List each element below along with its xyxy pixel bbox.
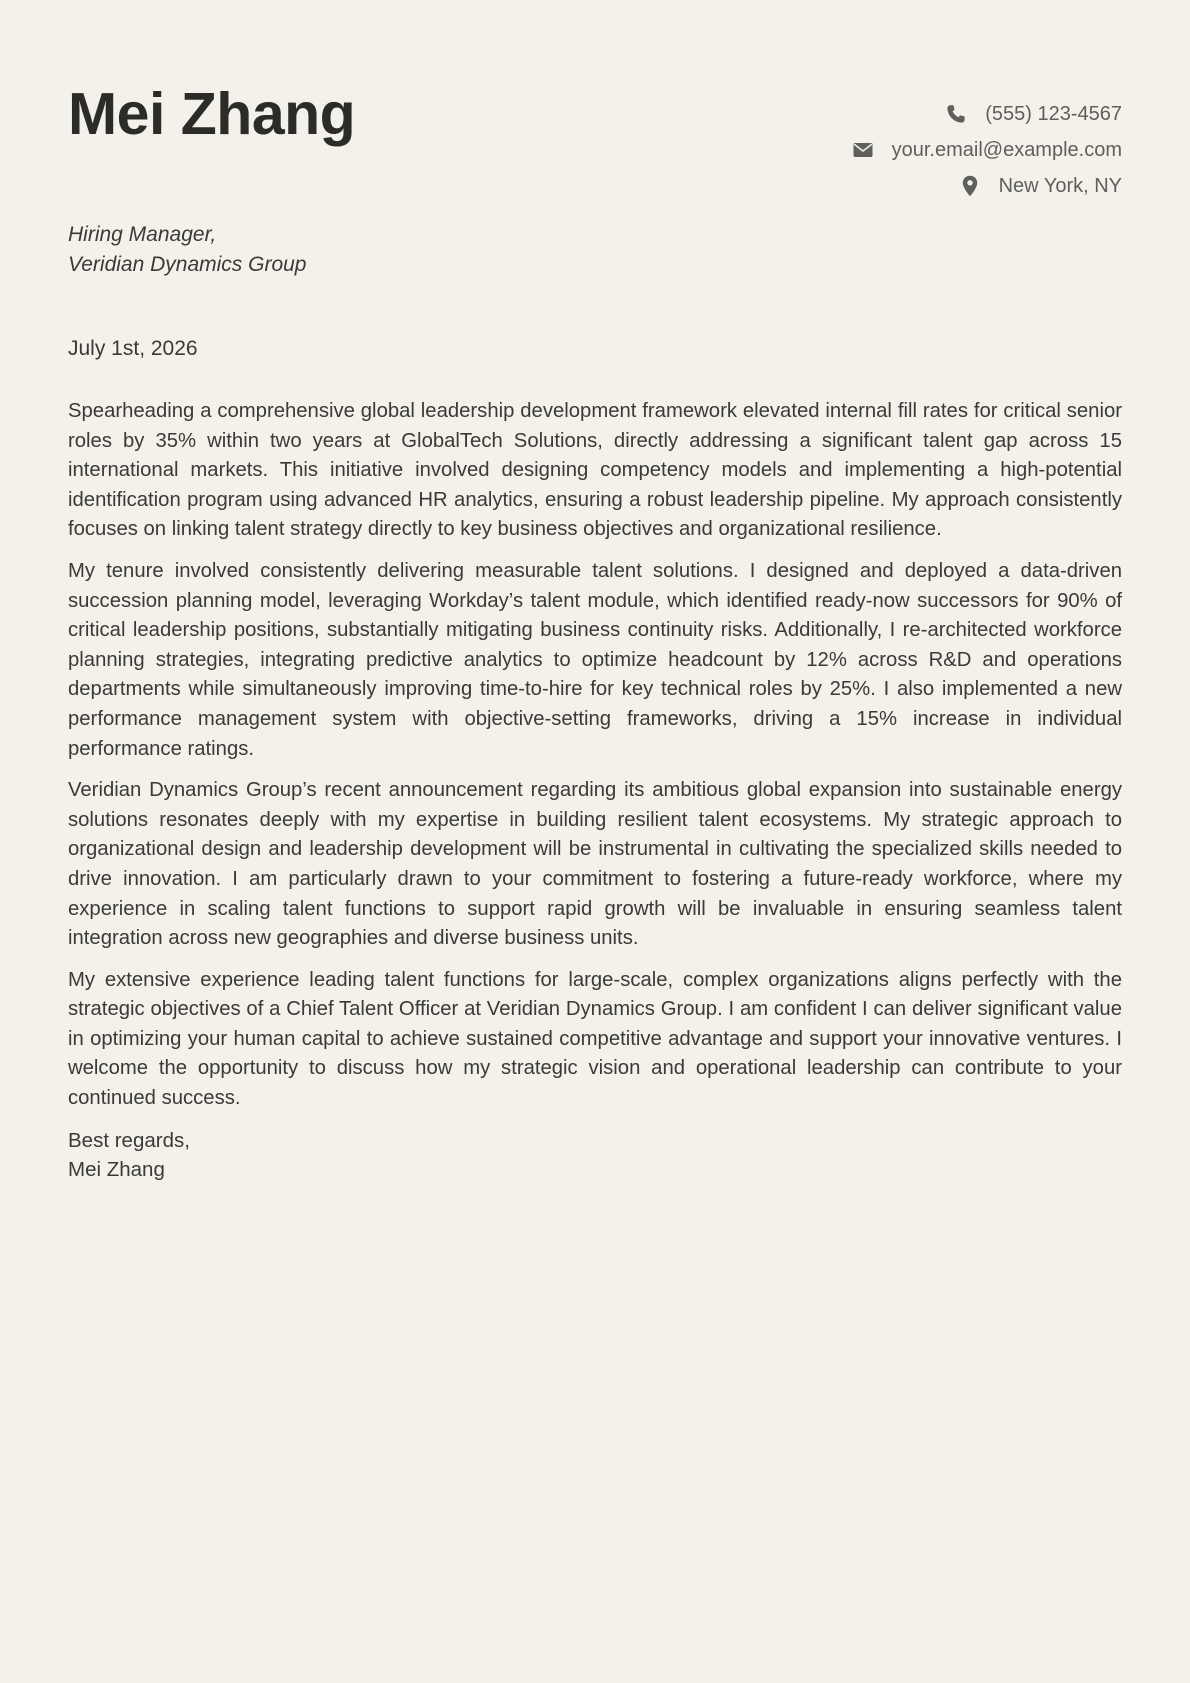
body-paragraph-3: Veridian Dynamics Group’s recent announcement regarding its ambitious global expansion into sustainable energy solutions resonates deeply with my expertise in building resilient talent ecosystems. My strategic approach to organizational design and leadership development will be instrumental in cultivating the specialized skills needed to drive innovation. I am particularly drawn to your commitment to fostering a future-ready workforce, where my experience in scaling talent functions to support rapid growth will be invaluable in ensuring seamless talent integration across new geographies and diverse business units. [68,779,1122,950]
body-paragraph-1: Spearheading a comprehensive global leadership development framework elevated internal fill rates for critical senior roles by 35% within two years at GlobalTech Solutions, directly addressing a significant talent gap across 15 international markets. This initiative involved designing competency models and implementing a high-potential identification program using advanced HR analytics, ensuring a robust leadership pipeline. My approach consistently focuses on linking talent strategy directly to key business objectives and organizational resilience. [68,400,1122,541]
closing-block [68,1126,1122,1185]
recipient-block [68,220,307,280]
map-pin-icon [959,175,981,197]
recipient-company: Veridian Dynamics Group [68,253,307,276]
contact-phone-row [852,96,1122,132]
envelope-icon [852,139,874,161]
body-paragraph-2: My tenure involved consistently delivering measurable talent solutions. I designed and deployed a data-driven succession planning model, leveraging Workday’s talent module, which identified ready-now successors for 90% of critical leadership positions, substantially mitigating business continuity risks. Additionally, I re-architected workforce planning strategies, integrating predictive analytics to optimize headcount by 12% across R&D and operations departments while simultaneously improving time-to-hire for key technical roles by 25%. I also implemented a new performance management system with objective-setting frameworks, driving a 15% increase in individual performance ratings. [68,559,1122,760]
contact-phone: (555) 123-4567 [985,102,1122,125]
contact-email: your.email@example.com [891,138,1122,161]
contact-location-row [852,168,1122,204]
applicant-name: Mei Zhang [68,81,356,147]
body-paragraph-4: My extensive experience leading talent functions for large-scale, complex organizations aligns perfectly with the strategic objectives of a Chief Talent Officer at Veridian Dynamics Group. I am confident I can deliver significant value in optimizing your human capital to achieve sustained competitive advantage and support your innovative ventures. I welcome the opportunity to discuss how my strategic vision and operational leadership can contribute to your continued success. [68,968,1122,1110]
recipient-title: Hiring Manager, [68,223,217,246]
contact-email-row [852,132,1122,168]
closing-signature: Mei Zhang [68,1158,165,1182]
letter-body [68,397,1122,1185]
contact-location: New York, NY [998,174,1122,197]
contact-info [852,96,1122,204]
letter-date: July 1st, 2026 [68,337,198,360]
closing-salutation: Best regards, [68,1128,190,1152]
phone-icon [945,103,967,125]
